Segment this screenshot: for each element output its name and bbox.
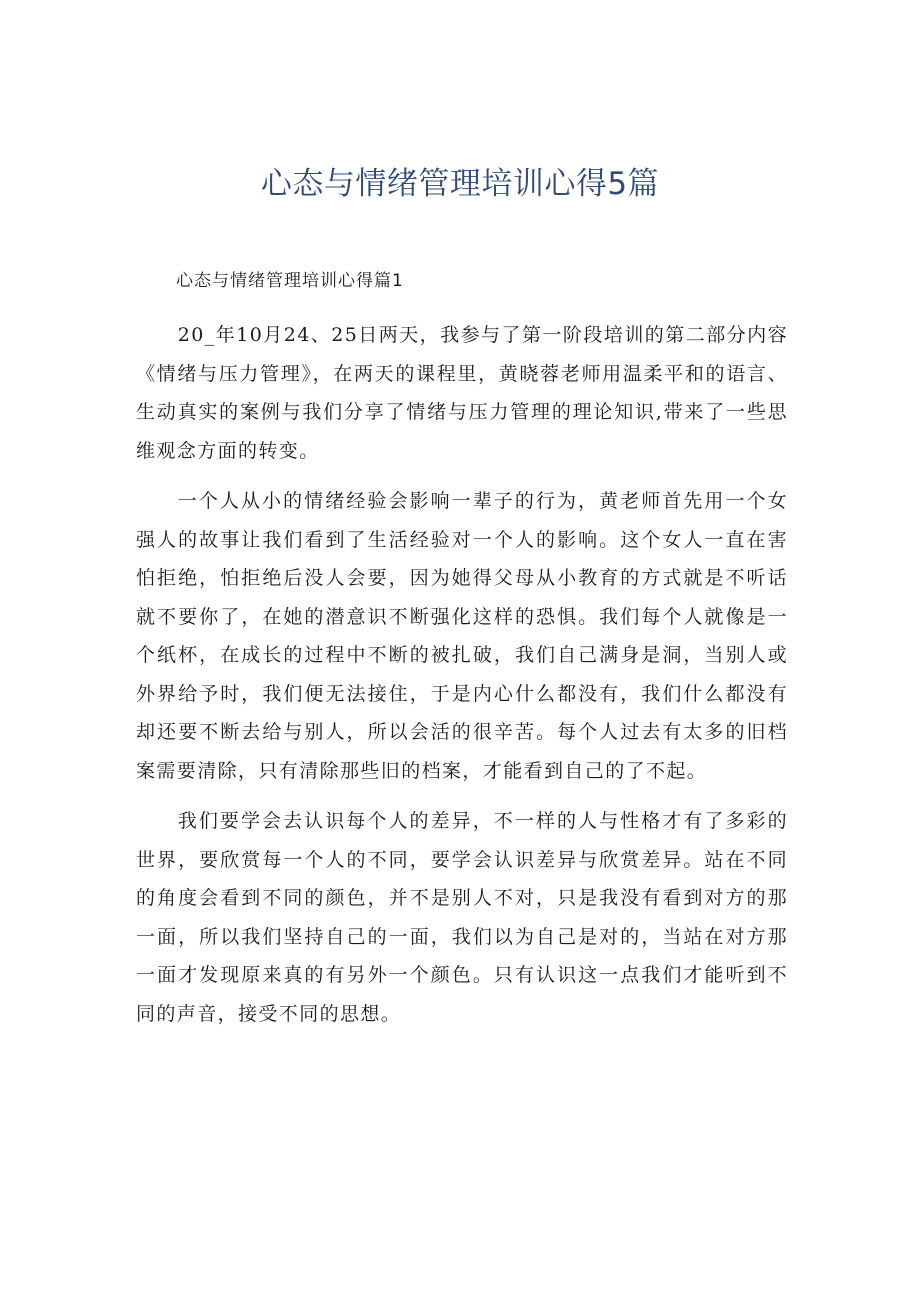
- body-paragraph: 20_年10月24、25日两天，我参与了第一阶段培训的第二部分内容《情绪与压力管理》，在两天的课程里，黄晓蓉老师用温柔平和的语言、生动真实的案例与我们分享了情绪与压力管理的理论知识,带来了一些思维观念方面的转变。: [136, 324, 788, 462]
- document-body: [136, 268, 788, 1045]
- document-title: 心态与情绪管理培训心得5篇: [260, 166, 660, 202]
- body-paragraph: 我们要学会去认识每个人的差异，不一样的人与性格才有了多彩的世界，要欣赏每一个人的不同，要学会认识差异与欣赏差异。站在不同的角度会看到不同的颜色，并不是别人不对，只是我没有看到对方的那一面，所以我们坚持自己的一面，我们以为自己是对的，当站在对方那一面才发现原来真的有另外一个颜色。只有认识这一点我们才能听到不同的声音，接受不同的思想。: [136, 810, 788, 1025]
- section-heading: 心态与情绪管理培训心得篇1: [176, 271, 404, 291]
- body-paragraph: 一个人从小的情绪经验会影响一辈子的行为，黄老师首先用一个女强人的故事让我们看到了生活经验对一个人的影响。这个女人一直在害怕拒绝，怕拒绝后没人会要，因为她得父母从小教育的方式就是不听话就不要你了，在她的潜意识不断强化这样的恐惧。我们每个人就像是一个纸杯，在成长的过程中不断的被扎破，我们自己满身是洞，当别人或外界给予时，我们便无法接住，于是内心什么都没有，我们什么都没有却还要不断去给与别人，所以会活的很辛苦。每个人过去有太多的旧档案需要清除，只有清除那些旧的档案，才能看到自己的了不起。: [136, 490, 788, 782]
